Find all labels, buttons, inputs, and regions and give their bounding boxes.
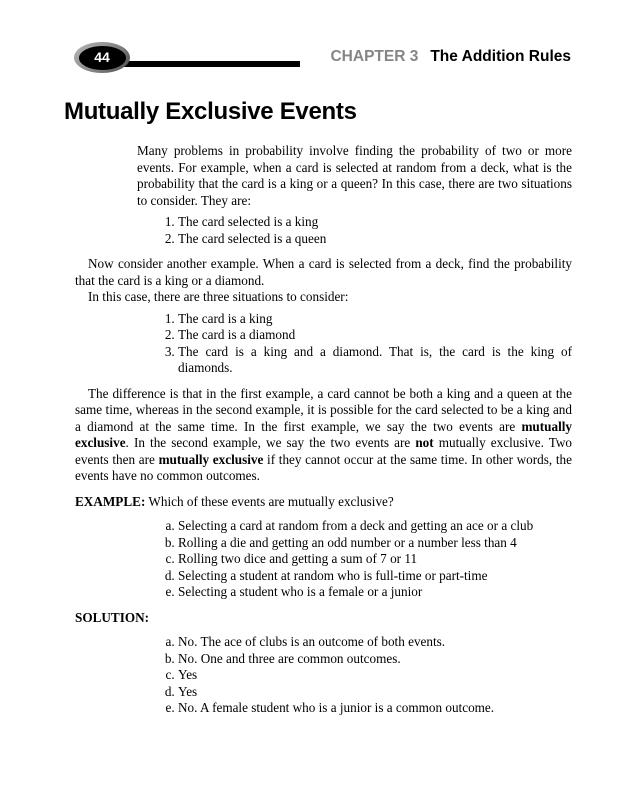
list-item: e. Selecting a student who is a female or a junior bbox=[178, 584, 572, 601]
list-item: a. Selecting a card at random from a deck and getting an ace or a club bbox=[178, 518, 572, 535]
list-item: a. No. The ace of clubs is an outcome of both events. bbox=[178, 634, 572, 651]
text-segment: mutually exclusive bbox=[75, 418, 572, 450]
page-number: 44 bbox=[94, 49, 110, 65]
list-item: 1. The card selected is a king bbox=[178, 214, 572, 231]
text-segment: EXAMPLE: bbox=[75, 493, 146, 509]
list-item: c. Rolling two dice and getting a sum of 7 or 11 bbox=[178, 551, 572, 568]
list-item: c. Yes bbox=[178, 667, 572, 684]
paragraph-3: In this case, there are three situations to consider: bbox=[88, 289, 349, 304]
text-segment: The difference is that in the first example, a card cannot be both a king and a queen at the same time, whereas in the second example, it is possible for the card selected to be a king and a diamond at the same time. In the first example, we say the two events are bbox=[75, 385, 572, 434]
text-segment: not bbox=[415, 435, 434, 450]
chapter-label: CHAPTER 3 bbox=[330, 48, 419, 65]
text-segment: if they cannot occur at the same time. In other words, the events have no common outcomes. bbox=[75, 451, 572, 483]
chapter-title: The Addition Rules bbox=[430, 48, 571, 65]
text-segment: Which of these events are mutually exclusive? bbox=[145, 493, 394, 509]
text-segment: . In the second example, we say the two events are bbox=[125, 435, 416, 450]
page-number-badge bbox=[74, 42, 130, 73]
text-segment: mutually exclusive. Two events then are bbox=[75, 435, 572, 467]
list-item: d. Yes bbox=[178, 684, 572, 701]
solution-heading: SOLUTION: bbox=[75, 609, 150, 625]
situations-list-2 bbox=[75, 311, 572, 377]
example-list bbox=[75, 518, 572, 601]
list-item: 2. The card is a diamond bbox=[178, 327, 572, 344]
solution-list bbox=[75, 634, 572, 717]
situations-list-1 bbox=[75, 214, 572, 247]
list-item: d. Selecting a student at random who is full-time or part-time bbox=[178, 568, 572, 585]
list-item: 3. The card is a king and a diamond. That is, the card is the king of diamonds. bbox=[178, 344, 572, 377]
text-segment: mutually exclusive bbox=[158, 451, 264, 467]
intro-paragraph: Many problems in probability involve finding the probability of two or more events. For example, when a card is selected at random from a deck, what is the probability that the card is a king or a queen? In this case, there are two situations to consider. They are: bbox=[137, 143, 572, 208]
header-rule bbox=[100, 61, 300, 67]
page-content bbox=[75, 143, 572, 717]
page-header bbox=[0, 0, 635, 80]
example-heading bbox=[75, 494, 572, 511]
list-item: b. No. One and three are common outcomes. bbox=[178, 651, 572, 668]
paragraph-2: Now consider another example. When a card is selected from a deck, find the probability that the card is a king or a diamond. bbox=[75, 256, 572, 288]
chapter-info bbox=[330, 48, 571, 66]
list-item: b. Rolling a die and getting an odd number or a number less than 4 bbox=[178, 535, 572, 552]
list-item: e. No. A female student who is a junior is a common outcome. bbox=[178, 700, 572, 717]
badge-ellipse bbox=[79, 46, 126, 70]
list-item: 1. The card is a king bbox=[178, 311, 572, 328]
page-title: Mutually Exclusive Events bbox=[64, 98, 357, 125]
list-item: 2. The card selected is a queen bbox=[178, 231, 572, 248]
paragraph-4 bbox=[75, 386, 572, 485]
